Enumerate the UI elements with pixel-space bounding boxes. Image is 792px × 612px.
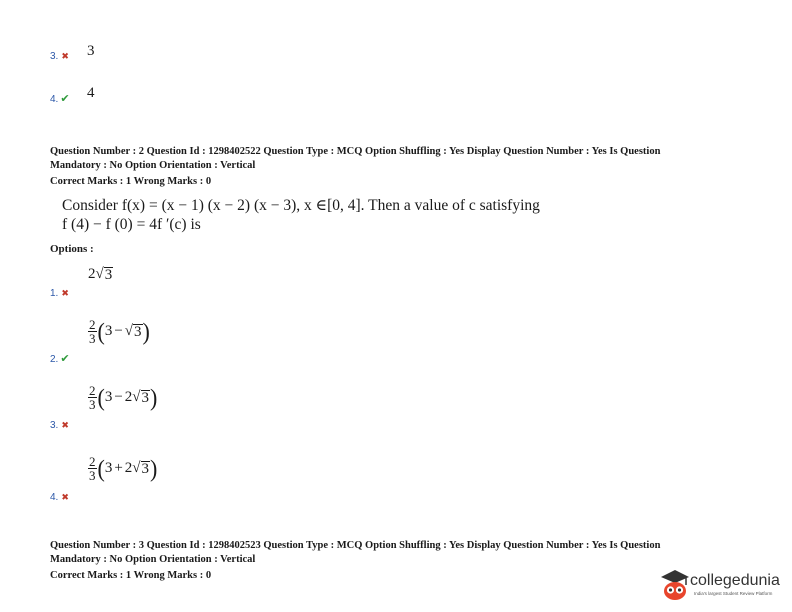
coefficient: 2	[88, 266, 96, 282]
meta-line-2: Mandatory : No Option Orientation : Vertical	[50, 553, 256, 565]
coefficient: 2	[124, 460, 133, 476]
correct-icon: ✔	[60, 92, 70, 105]
option-number: 4.	[50, 492, 59, 503]
brand-name: collegedunia	[690, 572, 780, 589]
open-paren: (	[97, 317, 105, 345]
question-line-2: f (4) − f (0) = 4f ′(c) is	[62, 216, 201, 233]
coefficient: 2	[124, 389, 133, 405]
option-3	[50, 415, 69, 433]
open-paren: (	[97, 454, 105, 482]
wrong-icon: ✖	[61, 421, 69, 431]
wrong-icon: ✖	[61, 289, 69, 299]
wrong-icon: ✖	[61, 52, 69, 62]
prev-option-3	[50, 43, 95, 64]
option-number: 3.	[50, 420, 59, 431]
fraction-numerator: 2	[89, 317, 96, 332]
wrong-icon: ✖	[61, 493, 69, 503]
question-line-1: Consider f(x) = (x − 1) (x − 2) (x − 3), x ∈[0, 4]. Then a value of c satisfying	[62, 197, 540, 214]
radical-icon: √	[132, 389, 141, 405]
option-value: 3	[87, 43, 95, 59]
marks-line: Correct Marks : 1 Wrong Marks : 0	[50, 176, 212, 187]
radical-icon: √	[132, 460, 141, 476]
square-root	[125, 324, 143, 339]
option-value: 4	[87, 85, 95, 101]
meta-line-1: Question Number : 2 Question Id : 1298402522 Question Type : MCQ Option Shuffling : Yes Display Question Number : Yes Is Question	[50, 146, 661, 157]
operator: +	[114, 460, 123, 476]
option-number: 4.	[50, 94, 59, 105]
option-number: 1.	[50, 288, 59, 299]
meta-line-2: Mandatory : No Option Orientation : Vertical	[50, 159, 256, 171]
radicand: 3	[104, 267, 113, 283]
radicand: 3	[141, 461, 150, 477]
fraction	[88, 318, 97, 345]
collegedunia-logo	[660, 568, 786, 604]
option-3-value	[88, 384, 157, 411]
question-2-meta	[50, 145, 760, 189]
option-4	[50, 487, 69, 505]
operator: −	[114, 389, 123, 405]
graduate-owl-icon	[660, 568, 690, 602]
fraction-denominator: 3	[89, 468, 96, 483]
fraction-denominator: 3	[89, 331, 96, 346]
lead-term: 3	[104, 323, 113, 339]
radical-icon: √	[95, 266, 104, 282]
open-paren: (	[97, 383, 105, 411]
fraction	[88, 455, 97, 482]
option-number: 2.	[50, 354, 59, 365]
question-2-text	[62, 196, 540, 234]
fraction-numerator: 2	[89, 454, 96, 469]
option-4-value	[88, 455, 157, 482]
square-root	[96, 267, 114, 282]
lead-term: 3	[104, 389, 113, 405]
square-root	[132, 461, 150, 476]
option-1	[50, 283, 69, 301]
radicand: 3	[141, 390, 150, 406]
option-2-value	[88, 318, 150, 345]
fraction	[88, 384, 97, 411]
lead-term: 3	[104, 460, 113, 476]
close-paren: )	[150, 454, 158, 482]
option-number: 3.	[50, 51, 59, 62]
prev-option-4	[50, 85, 95, 107]
marks-line: Correct Marks : 1 Wrong Marks : 0	[50, 570, 212, 581]
fraction-numerator: 2	[89, 383, 96, 398]
options-label: Options :	[50, 243, 94, 255]
radical-icon: √	[124, 323, 134, 339]
operator: −	[114, 323, 123, 339]
brand-tagline: India's largest Student Review Platform	[694, 591, 773, 596]
option-1-value	[88, 266, 113, 283]
square-root	[132, 390, 150, 405]
radicand: 3	[134, 324, 142, 340]
question-3-meta	[50, 539, 760, 583]
close-paren: )	[142, 317, 150, 345]
meta-line-1: Question Number : 3 Question Id : 1298402523 Question Type : MCQ Option Shuffling : Yes Display Question Number : Yes Is Question	[50, 540, 661, 551]
close-paren: )	[150, 383, 158, 411]
option-2	[50, 349, 70, 367]
fraction-denominator: 3	[89, 397, 96, 412]
correct-icon: ✔	[60, 352, 70, 365]
